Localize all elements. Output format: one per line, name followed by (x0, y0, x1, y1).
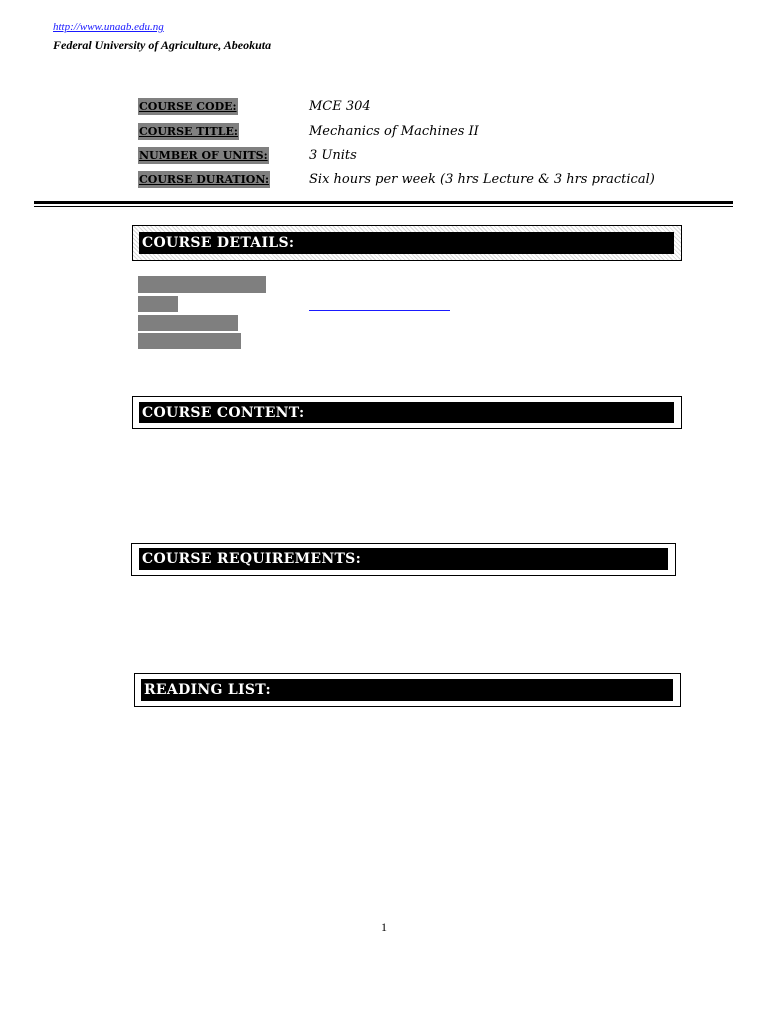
course-title-label: COURSE TITLE: (139, 125, 238, 138)
institution-name: Federal University of Agriculture, Abeokuta (53, 38, 272, 52)
course-details-heading: COURSE DETAILS: (139, 232, 674, 254)
reading-list-heading: READING LIST: (141, 679, 673, 701)
number-of-units-row (138, 147, 698, 164)
redacted-detail-1 (138, 276, 266, 293)
redacted-detail-4 (138, 333, 241, 349)
number-of-units-label: NUMBER OF UNITS: (139, 149, 268, 162)
redacted-detail-2 (138, 296, 178, 312)
reading-list-section (134, 673, 681, 707)
course-content-heading: COURSE CONTENT: (139, 402, 674, 423)
university-website-link[interactable]: http://www.unaab.edu.ng (53, 21, 164, 33)
course-requirements-section (131, 543, 676, 576)
course-code-label: COURSE CODE: (139, 100, 237, 113)
blank-email-link[interactable] (309, 310, 450, 311)
course-code-value: MCE 304 (309, 99, 371, 114)
header-divider-thick (34, 201, 733, 204)
course-requirements-heading: COURSE REQUIREMENTS: (139, 548, 668, 570)
redacted-detail-3 (138, 315, 238, 331)
course-details-section (132, 225, 682, 261)
course-title-row (138, 123, 698, 140)
page-number: 1 (381, 920, 387, 934)
course-duration-row (138, 171, 698, 188)
course-title-value: Mechanics of Machines II (309, 124, 479, 139)
number-of-units-value: 3 Units (309, 148, 357, 163)
course-content-section (132, 396, 682, 429)
course-code-row (138, 98, 698, 115)
header-divider-thin (34, 206, 733, 207)
course-duration-label: COURSE DURATION: (139, 173, 270, 186)
course-duration-value: Six hours per week (3 hrs Lecture & 3 hrs practical) (309, 172, 655, 187)
